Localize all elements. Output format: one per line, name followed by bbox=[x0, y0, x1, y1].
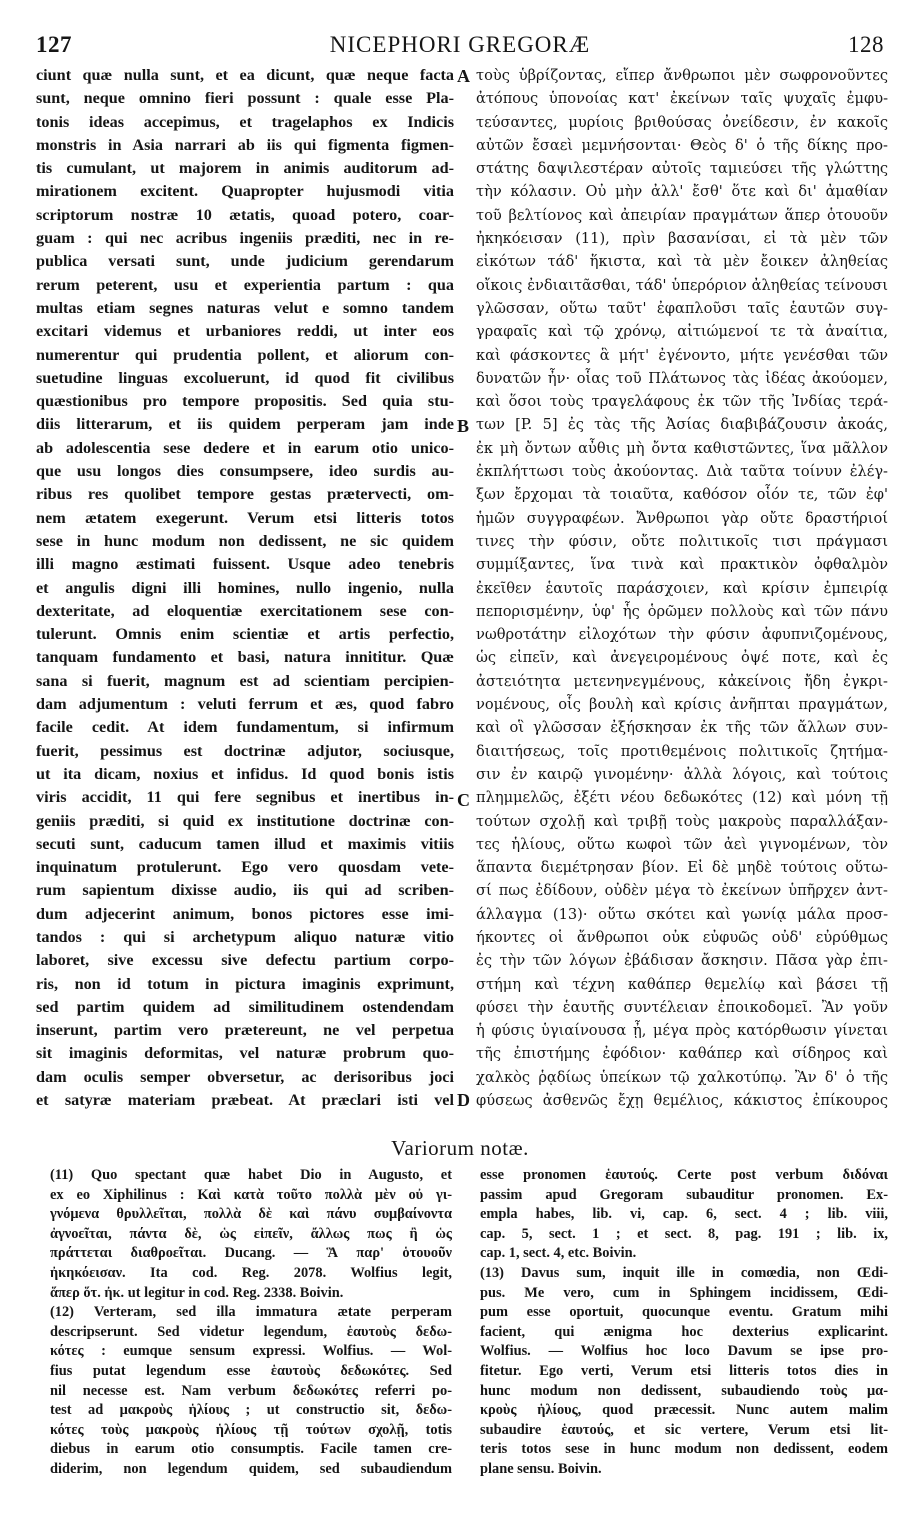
greek-line: νομένους, οἷς βουλὴ καὶ κρίσις ἀνῆπται πραγμάτων, bbox=[476, 696, 888, 714]
greek-line: τῆς ἐπιστήμης ἐφόδιον· καθάπερ καὶ σίδηρος καὶ bbox=[476, 1045, 888, 1063]
latin-line: facile cedit. At idem fundamentum, si infirmum bbox=[36, 718, 454, 737]
latin-line: ut ita dicam, noxius et infidus. Id quod bonis istis bbox=[36, 764, 454, 783]
note-line: empla habes, lib. vi, cap. 6, sect. 4 ; lib. viii, bbox=[480, 1206, 888, 1223]
note-line: facient, qui ænigma hoc dexterius explicarint. bbox=[480, 1323, 888, 1340]
greek-line: ἡ φύσις ὑγιαίνουσα ᾖ, μέγα πρὸς κατόρθωσιν γίνεται bbox=[476, 1022, 888, 1040]
note-line: passim apud Gregoram subauditur pronomen. Ex- bbox=[480, 1186, 888, 1203]
latin-line: fuerit, pessimus est doctrinæ adjutor, sociusque, bbox=[36, 741, 454, 760]
note-line: ἅπερ ὅτ. ἠκ. ut legitur in cod. Reg. 2338. Boivin. bbox=[50, 1284, 344, 1301]
greek-line: εἰκότων τάδ' ἥκιστα, καὶ τὰ μὲν ἔοικεν ἀληθείας bbox=[476, 253, 888, 271]
latin-line: viris accidit, 11 qui fere segnibus et inertibus in- bbox=[36, 788, 454, 807]
note-line: esse pronomen ἑαυτούς. Certe post verbum διδόναι bbox=[480, 1167, 888, 1183]
greek-line: στήμη καὶ τέχνη καθάπερ θεμελίῳ καὶ βάσει τῇ bbox=[476, 975, 888, 993]
greek-line: σιν ἐν καιρῷ γινομένην· ἀλλὰ λόγοις, καὶ τούτοις bbox=[476, 765, 888, 783]
latin-line: rum sapientum dixisse audio, iis qui ad scriben- bbox=[36, 881, 454, 900]
latin-line: publica versati sunt, unde judicium gerendarum bbox=[36, 252, 454, 271]
greek-line: φύσει τὴν ἑαυτῆς συντέλειαν ἐποικοδομεῖ. Ἂν γοῦν bbox=[476, 998, 888, 1016]
latin-line: diis litterarum, et iis quidem perperam jam inde bbox=[36, 415, 454, 434]
latin-line: ab adolescentia sese dedere et in earum otio unico- bbox=[36, 438, 454, 457]
note-line: cap. 5, sect. 1 ; et sect. 8, pag. 191 ; lib. ix, bbox=[480, 1225, 888, 1242]
latin-line: scriptorum nostræ 10 ætatis, quoad potero, coar- bbox=[36, 205, 454, 224]
greek-line: γλῶσσαν, οὕτω ταῦτ' ἐφαπλοῦσι ταῖς ἑαυτῶν συγ- bbox=[476, 299, 888, 317]
note-line: ἀγνοεῖται, πάντα δὲ, ὡς εἰπεῖν, ἄλλως πως ἢ ὡς bbox=[50, 1225, 452, 1242]
latin-line: guam : qui nec acribus ingeniis præditi, nec in re- bbox=[36, 229, 454, 248]
note-line: κροὺς ἡλίους, quod præcessit. Nunc autem malim bbox=[480, 1402, 888, 1419]
note-line: (12) Verteram, sed illa immatura ætate perperam bbox=[50, 1304, 452, 1321]
latin-line: multas etiam segnes naturas velut e somno tandem bbox=[36, 298, 454, 317]
greek-line: φύσεως ἀσθενῶς ἔχῃ θεμέλιος, κάκιστος ἐπίκουρος bbox=[476, 1092, 888, 1110]
greek-line: άλλαγμα (13)· οὕτω σκότει καὶ γωνίᾳ μάλα προσ- bbox=[476, 905, 888, 923]
note-line: descripserunt. Sed videtur legendum, ἑαυτοὺς δεδω- bbox=[50, 1323, 452, 1340]
note-line: test ad μακροὺς ἡλίους ; ut constructio sit, δεδω- bbox=[50, 1402, 452, 1419]
latin-line: ciunt quæ nulla sunt, et ea dicunt, quæ neque facta bbox=[36, 66, 454, 84]
notes-right-column bbox=[480, 1166, 888, 1480]
latin-line: mirationem excitent. Quapropter hujusmodi vitia bbox=[36, 182, 454, 201]
greek-line: ἀστειότητα μετενηνεγμένους, κἀκείνοις ἤδη ἐγκρι- bbox=[476, 672, 888, 690]
latin-line: inquinatum protulerunt. Ego vero quosdam vete- bbox=[36, 858, 454, 877]
latin-line: et satyræ materiam præbeat. At præclari isti vel bbox=[36, 1091, 454, 1110]
note-line: hunc modum non dedissent, subaudiendo τοὺς μα- bbox=[480, 1382, 888, 1399]
latin-line: tandos : qui si archetypum aliquo naturæ vitio bbox=[36, 927, 454, 946]
note-line: diderim, non legendum quidem, sed subaudiendum bbox=[50, 1460, 452, 1477]
greek-line: καὶ ὅσοι τοὺς τραγελάφους ἐκ τῶν τῆς Ἰνδίας τερά- bbox=[476, 393, 888, 411]
greek-line: πλημμελῶς, ἐξέτι νέου δεδωκότες (12) καὶ μόνη τῇ bbox=[476, 789, 888, 807]
greek-line: ὡς εἰπεῖν, καὶ ἀνεγειρομένους ὀψέ ποτε, καὶ ἐς bbox=[476, 649, 888, 667]
note-line: diebus in earum otio consumptis. Facile tamen cre- bbox=[50, 1441, 452, 1458]
greek-line: τοῦ βελτίονος καὶ ἀπειρίαν πραγμάτων ἅπερ ὁτουοῦν bbox=[476, 206, 888, 224]
greek-line: νωθροτάτην εἰλοχότων τὴν φύσιν ἀφυπνιζομένους, bbox=[476, 626, 888, 644]
greek-line: ἡμῶν συγγραφέων. Ἄνθρωποι γὰρ οὔτε δραστήριοί bbox=[476, 509, 888, 527]
greek-line: ἐς τὴν τῶν λόγων ἐβάδισαν ἄσκησιν. Πᾶσα γὰρ ἐπι- bbox=[476, 952, 888, 970]
note-line: pus. Me vero, cum in Sphingem incidissem, Œdi- bbox=[480, 1284, 888, 1301]
note-line: plane sensu. Boivin. bbox=[480, 1460, 602, 1477]
latin-line: sed partim quidem ad similitudinem ostendendam bbox=[36, 997, 454, 1016]
latin-line: rerum peterent, usu et experientia partum : qua bbox=[36, 275, 454, 294]
margin-letter-d: D bbox=[457, 1090, 470, 1110]
running-header bbox=[36, 32, 884, 56]
greek-line: οἴκοις ἐνδιαιτᾶσθαι, τάδ' ὑπερόριον ἀληθείας τείνουσι bbox=[476, 276, 888, 294]
greek-line: τούτων σχολῇ καὶ τριβῇ τοὺς μακροὺς παραλλάξαν- bbox=[476, 812, 888, 830]
note-line: (13) Davus sum, inquit ille in comœdia, non Œdi- bbox=[480, 1264, 888, 1281]
latin-line: dam oculis semper obversetur, ac derisoribus joci bbox=[36, 1067, 454, 1086]
greek-line: χαλκὸς ῥᾳδίως ὑπείκων τῷ χαλκοτύπῳ. Ἂν δ' ὁ τῆς bbox=[476, 1068, 888, 1086]
notes-heading: Variorum notæ. bbox=[391, 1136, 529, 1160]
margin-letter-a: A bbox=[457, 66, 470, 86]
greek-line: δυνατῶν ἦν· οἷας τοῦ Πλάτωνος τὰς ἰδέας ἀκούομεν, bbox=[476, 369, 888, 387]
latin-line: tulerunt. Omnis enim scientiæ et artis perfectio, bbox=[36, 625, 454, 644]
greek-line: ἠκηκόεισαν (11), πρὶν βασανίσαι, εἰ τὰ μὲν τῶν bbox=[476, 230, 888, 248]
note-line: κότες : eumque sensum expressi. Wolfius. — Wol- bbox=[50, 1343, 452, 1360]
latin-line: laboret, sive excessu sive defectu partium corpo- bbox=[36, 951, 454, 970]
greek-line: ἐκ μὴ ὄντων αὖθις μὴ ὄντα καθιστῶντες, ἵνα μᾶλλον bbox=[476, 439, 888, 457]
latin-line: sana si fuerit, magnum est ad scientiam percipien- bbox=[36, 671, 454, 690]
greek-line: τεύσαντες, μυρίοις βριθούσας ὀνείδεσιν, ἐν κακοῖς bbox=[476, 113, 888, 131]
latin-line: dam adjumentum : veluti ferrum et æs, quod fabro bbox=[36, 695, 454, 714]
note-line: subaudire ἑαυτούς, et sic vertere, Verum etsi lit- bbox=[480, 1421, 888, 1438]
latin-line: tonis ideas accepimus, et tragelaphos ex Indicis bbox=[36, 112, 454, 131]
greek-line: ἐκεῖθεν ἑαυτοῖς παράσχοιεν, καὶ κρίσιν ἐμπειρίᾳ bbox=[476, 579, 888, 597]
note-line: πράττεται διαθροεῖται. Ducang. — Ἃ παρ' ὁτουοῦν bbox=[50, 1245, 452, 1262]
latin-line: ris, non id totum in pictura imaginis exprimunt, bbox=[36, 974, 454, 993]
note-line: pum esse oportuit, quocunque eventu. Gratum mihi bbox=[480, 1304, 888, 1321]
greek-line: σί πως ἐδίδουν, οὐδὲν μέγα τὸ ἐκείνων ὑπῆρχεν ἀντ- bbox=[476, 882, 888, 900]
latin-line: numerentur qui prudentia pollent, et aliorum con- bbox=[36, 345, 454, 364]
latin-line: que usu longos dies consumpsere, ideo surdis au- bbox=[36, 462, 454, 481]
greek-line: τινες τὴν φύσιν, οὔτε πολιτικοῖς τισι πράγμασι bbox=[476, 532, 888, 550]
note-line: fius putat legendum esse ἑαυτοὺς δεδωκότες. Sed bbox=[50, 1362, 452, 1379]
greek-line: αὐτῶν ἔσαεὶ μεμνήσονται· Θεὸς δ' ὁ τῆς δίκης προ- bbox=[476, 136, 888, 154]
greek-line: διαιτήσεως, τοῖς προτιθεμένοις πολιτικοῖς ζητήμα- bbox=[476, 742, 888, 760]
margin-letter-c: C bbox=[457, 790, 470, 810]
note-line: fitetur. Ego verti, Verum etsi litteris totos dies in bbox=[480, 1362, 888, 1379]
latin-line: secuti sunt, caducum tamen illud et maximis vitiis bbox=[36, 834, 454, 853]
page-number-left: 127 bbox=[36, 32, 72, 57]
greek-line: ἀτόπους ὑπονοίας κατ' ἐκείνων ταῖς ψυχαῖς ἐμφυ- bbox=[476, 90, 888, 108]
greek-line: γραφαῖς καὶ τῷ χρόνῳ, αἰτιώμενοί τε τὰ ἀναίτια, bbox=[476, 323, 888, 341]
latin-line: nem ætatem exegerunt. Verum etsi litteris totos bbox=[36, 508, 454, 527]
note-line: cap. 1, sect. 4, etc. Boivin. bbox=[480, 1245, 637, 1262]
latin-line: sunt, neque omnino fieri possunt : quale esse Pla- bbox=[36, 89, 454, 108]
latin-line: excitari videmus et urbaniores reddi, ut inter eos bbox=[36, 322, 454, 341]
greek-line: πεπορισμένην, ὑφ' ἧς ὁρῶμεν πολλοὺς καὶ τῶν πάνυ bbox=[476, 602, 888, 620]
latin-line: illi magno æstimati fuissent. Usque adeo tenebris bbox=[36, 555, 454, 574]
latin-line: dexteritate, ad eloquentiæ exercitationem sese con- bbox=[36, 601, 454, 620]
latin-line: inserunt, partim vero prætereunt, ne vel perpetua bbox=[36, 1021, 454, 1040]
greek-text-column bbox=[476, 64, 888, 1112]
note-line: teris totos sese in hunc modum non dedissent, eodem bbox=[480, 1441, 888, 1458]
greek-line: συμμίξαντες, ἵνα τινὰ καὶ πρακτικὸν ὀφθαλμὸν bbox=[476, 556, 888, 574]
latin-line: sit imaginis deformitas, vel naturæ probrum quo- bbox=[36, 1044, 454, 1063]
note-line: γνόμενα θρυλλεῖται, πολλὰ δὲ καὶ πάνυ συμβαίνοντα bbox=[50, 1206, 452, 1223]
greek-line: ήκοντες οἱ ἄνθρωποι οὐκ εὐφυῶς οὐδ' εὐρύθμως bbox=[476, 928, 888, 946]
latin-line: quæstionibus pro tempore propositis. Sed quia stu- bbox=[36, 392, 454, 411]
latin-line: dum adjecerint animum, bonos pictores esse imi- bbox=[36, 904, 454, 923]
latin-line: geniis præditi, si quid ex institutione doctrinæ con- bbox=[36, 811, 454, 830]
greek-line: ξων ἔρχομαι τὰ τοιαῦτα, καθόσον οἷόν τε, τῶν ἐφ' bbox=[476, 486, 888, 504]
latin-line: ribus res quolibet tempore gestas prætervecti, om- bbox=[36, 485, 454, 504]
greek-line: των [P. 5] ἐς τὰς τῆς Ἀσίας διαβιβάζουσιν ἀκοάς, bbox=[476, 416, 888, 434]
latin-line: tis cumulant, ut majorem in animis auditorum ad- bbox=[36, 159, 454, 178]
note-line: (11) Quo spectant quæ habet Dio in Augusto, et bbox=[50, 1167, 452, 1183]
note-line: ἠκηκόεισαν. Ita cod. Reg. 2078. Wolfius legit, bbox=[50, 1264, 452, 1281]
note-line: nil necesse est. Nam verbum δεδωκότες referri po- bbox=[50, 1382, 452, 1399]
greek-line: ἐκπλήττωσι τοὺς ἀκούοντας. Διὰ ταῦτα τοίνυν ἐλέγ- bbox=[476, 463, 888, 481]
greek-line: ἅπαντα διεμέτρησαν βίον. Εἰ δὲ μηδὲ τούτοις οὕτω- bbox=[476, 859, 888, 877]
page-number-right: 128 bbox=[848, 32, 884, 57]
greek-line: τοὺς ὑβρίζοντας, εἴπερ ἄνθρωποι μὲν σωφρονοῦντες bbox=[476, 67, 888, 84]
note-line: ex eo Xiphilinus : Καὶ κατὰ τοῦτο πολλὰ μὲν οὐ γι- bbox=[50, 1186, 452, 1203]
running-title: NICEPHORI GREGORÆ bbox=[329, 32, 591, 57]
greek-line: τες ἡλίους, οὕτω κωφοὶ τῶν ἀεὶ γιγνομένων, τὸν bbox=[476, 835, 888, 853]
greek-line: στάτης δαψιλεστέραν αὐτοῖς ταμιεύσει τῆς γλώττης bbox=[476, 160, 888, 178]
margin-letter-b: B bbox=[457, 416, 470, 436]
latin-line: et angulis digni illi homines, nullo ingenio, nulla bbox=[36, 578, 454, 597]
greek-line: τὴν κόλασιν. Οὐ μὴν ἀλλ' ἔσθ' ὅτε καὶ δι' ἀμαθίαν bbox=[476, 183, 888, 201]
greek-line: καὶ οἳ γλῶσσαν ἐξήσκησαν ἐκ τῆς τῶν ἄλλων συν- bbox=[476, 719, 888, 737]
notes-left-column bbox=[50, 1166, 452, 1480]
note-line: Wolfius. — Wolfius hoc loco Davum se ipse pro- bbox=[480, 1343, 888, 1360]
latin-text-column bbox=[36, 64, 454, 1112]
note-line: κότες τοὺς μακροὺς ἡλίους τῇ τούτων σχολῇ, totis bbox=[50, 1421, 452, 1438]
latin-line: monstris in Asia narrari ab iis qui figmenta figmen- bbox=[36, 135, 454, 154]
greek-line: καὶ φάσκοντες ἃ μήτ' ἐγένοντο, μήτε γενέσθαι τῶν bbox=[476, 346, 888, 364]
latin-line: suetudine linguas excoluerunt, id quod fit civilibus bbox=[36, 368, 454, 387]
latin-line: sese in hunc modum non dedissent, ne sic quidem bbox=[36, 531, 454, 550]
latin-line: tanquam fundamento et basi, natura innititur. Quæ bbox=[36, 648, 454, 667]
